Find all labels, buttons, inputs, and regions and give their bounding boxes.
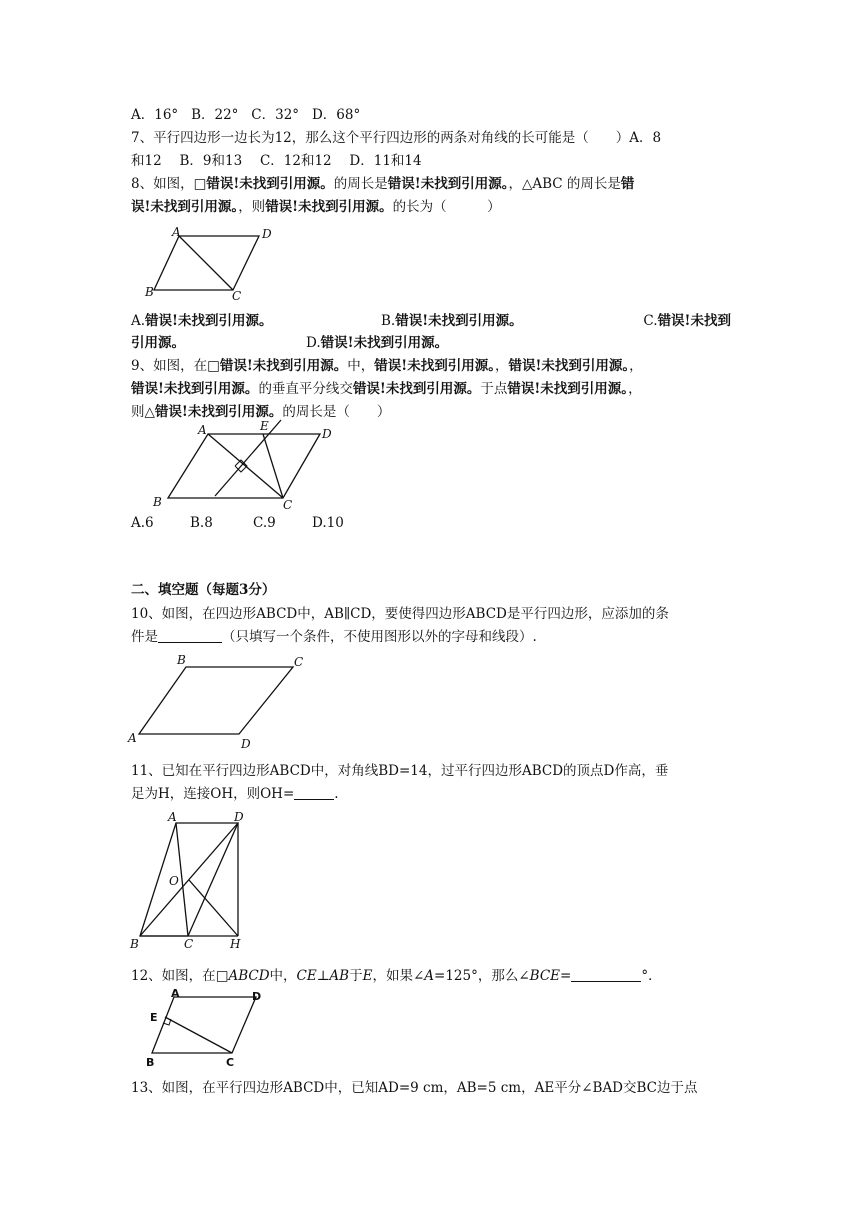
q9-option-a: A.6 bbox=[131, 515, 154, 531]
q10-quadrilateral-figure bbox=[126, 650, 316, 752]
q9-option-b: B.8 bbox=[190, 515, 213, 531]
q9-line-1: 9、如图，在□错误!未找到引用源。中，错误!未找到引用源。，错误!未找到引用源。， bbox=[131, 358, 643, 374]
q10-label-b: B bbox=[177, 653, 186, 667]
q6-options bbox=[131, 104, 731, 126]
q12-parallelogram-figure bbox=[138, 985, 278, 1073]
q12-label-d: D bbox=[252, 990, 262, 1003]
q8-option-c: 错误!未找到 bbox=[657, 313, 731, 329]
q11-label-c: C bbox=[184, 937, 194, 951]
q9-parallelogram-figure bbox=[145, 418, 355, 518]
q8-label-d: D bbox=[262, 227, 272, 241]
q12-label-b: B bbox=[146, 1056, 155, 1069]
q11-label-d: D bbox=[234, 810, 244, 824]
q9-label-d: D bbox=[322, 427, 332, 441]
q8-options-line-2: 引用源。 D.错误!未找到引用源。 bbox=[131, 335, 449, 351]
q9-line-2: 错误!未找到引用源。的垂直平分线交错误!未找到引用源。于点错误!未找到引用源。， bbox=[131, 381, 642, 397]
q9-label-a: A bbox=[198, 423, 207, 437]
q8-options-line-1: A.错误!未找到引用源。 B.错误!未找到引用源。 C.错误!未找到 bbox=[131, 313, 731, 329]
q7-line-1: 7、平行四边形一边长为12，那么这个平行四边形的两条对角线的长可能是（ ）A．8 bbox=[131, 130, 662, 146]
q13-line-1: 13、如图，在平行四边形ABCD中，已知AD=9 cm，AB=5 cm，AE平分∠BAD交BC边于点 bbox=[131, 1080, 698, 1096]
q6-option-a: A．16° bbox=[131, 107, 179, 123]
q6-option-d: D．68° bbox=[311, 107, 361, 123]
q8-option-d: 错误!未找到引用源。 bbox=[320, 335, 449, 351]
q9-label-c: C bbox=[283, 498, 293, 512]
q11-label-o: O bbox=[169, 874, 179, 888]
section-2-title: 二、填空题（每题3分） bbox=[131, 582, 276, 598]
q10-line-2: 件是 （只填写一个条件，不使用图形以外的字母和线段）. bbox=[131, 629, 537, 645]
q8-label-a: A bbox=[172, 225, 181, 239]
q12-answer-blank[interactable] bbox=[571, 967, 641, 982]
q11-line-1: 11、已知在平行四边形ABCD中，对角线BD=14，过平行四边形ABCD的顶点D作高，垂 bbox=[131, 763, 669, 779]
q12-label-a: A bbox=[171, 987, 180, 1000]
q10-label-a: A bbox=[128, 731, 137, 745]
q6-option-b: B．22° bbox=[191, 107, 239, 123]
q8-option-b: 错误!未找到引用源。 bbox=[395, 313, 523, 329]
q6-option-c: C．32° bbox=[251, 107, 300, 123]
q8-parallelogram-figure bbox=[140, 222, 280, 302]
q11-label-a: A bbox=[168, 810, 177, 824]
q11-answer-blank[interactable] bbox=[294, 785, 334, 800]
q10-label-d: D bbox=[241, 737, 251, 751]
q12-label-c: C bbox=[226, 1056, 235, 1069]
q12-line-1: 12、如图，在□ABCD中，CE⊥AB于E，如果∠A=125°，那么∠BCE= °． bbox=[131, 968, 662, 984]
q9-option-c: C.9 bbox=[253, 515, 276, 531]
q8-option-a: 错误!未找到引用源。 bbox=[145, 313, 273, 329]
q9-label-e: E bbox=[260, 419, 269, 433]
q8-line-1: 8、如图，□错误!未找到引用源。的周长是错误!未找到引用源。，△ABC 的周长是错 bbox=[131, 176, 635, 192]
q11-parallelogram-figure bbox=[128, 806, 253, 954]
q12-label-e: E bbox=[150, 1011, 158, 1024]
q9-label-b: B bbox=[153, 495, 162, 509]
q11-label-h: H bbox=[230, 937, 241, 951]
q8-line-2: 误!未找到引用源。，则错误!未找到引用源。的长为（ ） bbox=[131, 199, 501, 215]
q10-line-1: 10、如图，在四边形ABCD中，AB∥CD，要使得四边形ABCD是平行四边形，应添加的条 bbox=[131, 606, 669, 622]
q8-label-c: C bbox=[232, 289, 242, 302]
q11-label-b: B bbox=[130, 937, 139, 951]
q9-option-d: D.10 bbox=[312, 515, 344, 531]
q10-answer-blank[interactable] bbox=[158, 628, 222, 643]
q10-label-c: C bbox=[294, 655, 304, 669]
q9-options bbox=[131, 512, 731, 534]
q11-line-2: 足为H，连接OH，则OH= . bbox=[131, 786, 339, 802]
q7-line-2: 和12 B．9和13 C．12和12 D．11和14 bbox=[131, 153, 422, 169]
q9-line-3: 则△错误!未找到引用源。的周长是（ ） bbox=[131, 404, 391, 420]
q8-label-b: B bbox=[145, 285, 154, 299]
